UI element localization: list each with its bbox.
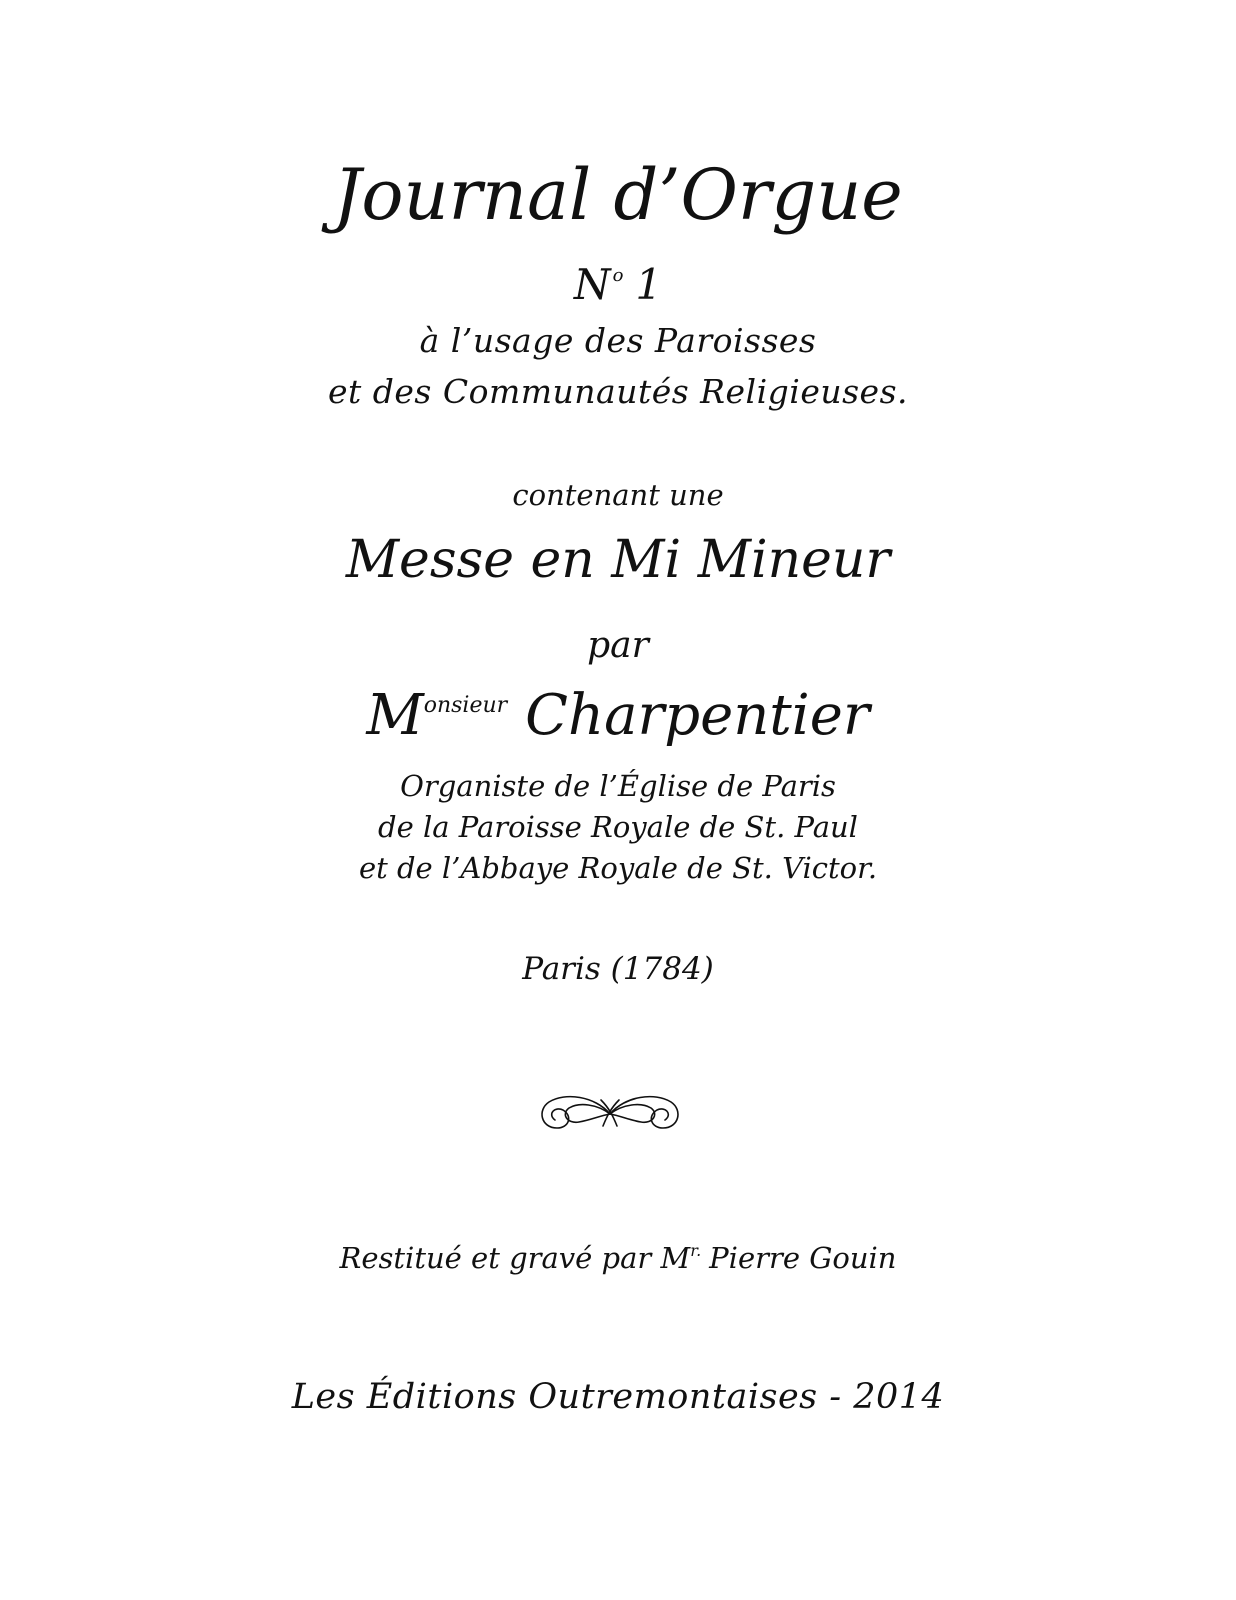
usage-line-1: à l’usage des Paroisses <box>419 321 817 360</box>
engraver-credit <box>0 1243 1236 1273</box>
place-date: Paris (1784) <box>522 951 714 987</box>
credit-name: Pierre Gouin <box>709 1241 897 1275</box>
volume-number <box>0 260 1236 309</box>
contents-intro: contenant une <box>512 478 724 512</box>
publisher-line: Les Éditions Outremontaises - 2014 <box>291 1377 945 1417</box>
number-prefix: N <box>573 260 611 309</box>
position-line-2: de la Paroisse Royale de St. Paul <box>378 810 858 844</box>
usage-line-2: et des Communautés Religieuses. <box>327 372 909 411</box>
position-line-3: et de l’Abbaye Royale de St. Victor. <box>358 851 878 885</box>
position-line-1: Organiste de l’Église de Paris <box>400 769 836 803</box>
composer-title-superscript: onsieur <box>423 693 508 718</box>
composer-name: Charpentier <box>525 683 870 748</box>
number-superscript: o <box>612 265 624 286</box>
number-value: 1 <box>635 260 663 309</box>
composer-initial: M <box>366 683 424 748</box>
flourish-ornament-icon <box>535 1086 685 1136</box>
credit-superscript: r. <box>690 1241 702 1260</box>
by-label: par <box>587 625 649 666</box>
work-title: Messe en Mi Mineur <box>345 530 891 590</box>
credit-prefix: Restitué et gravé par M <box>339 1241 691 1275</box>
composer-line <box>0 683 1236 748</box>
page-title: Journal d’Orgue <box>333 154 903 236</box>
